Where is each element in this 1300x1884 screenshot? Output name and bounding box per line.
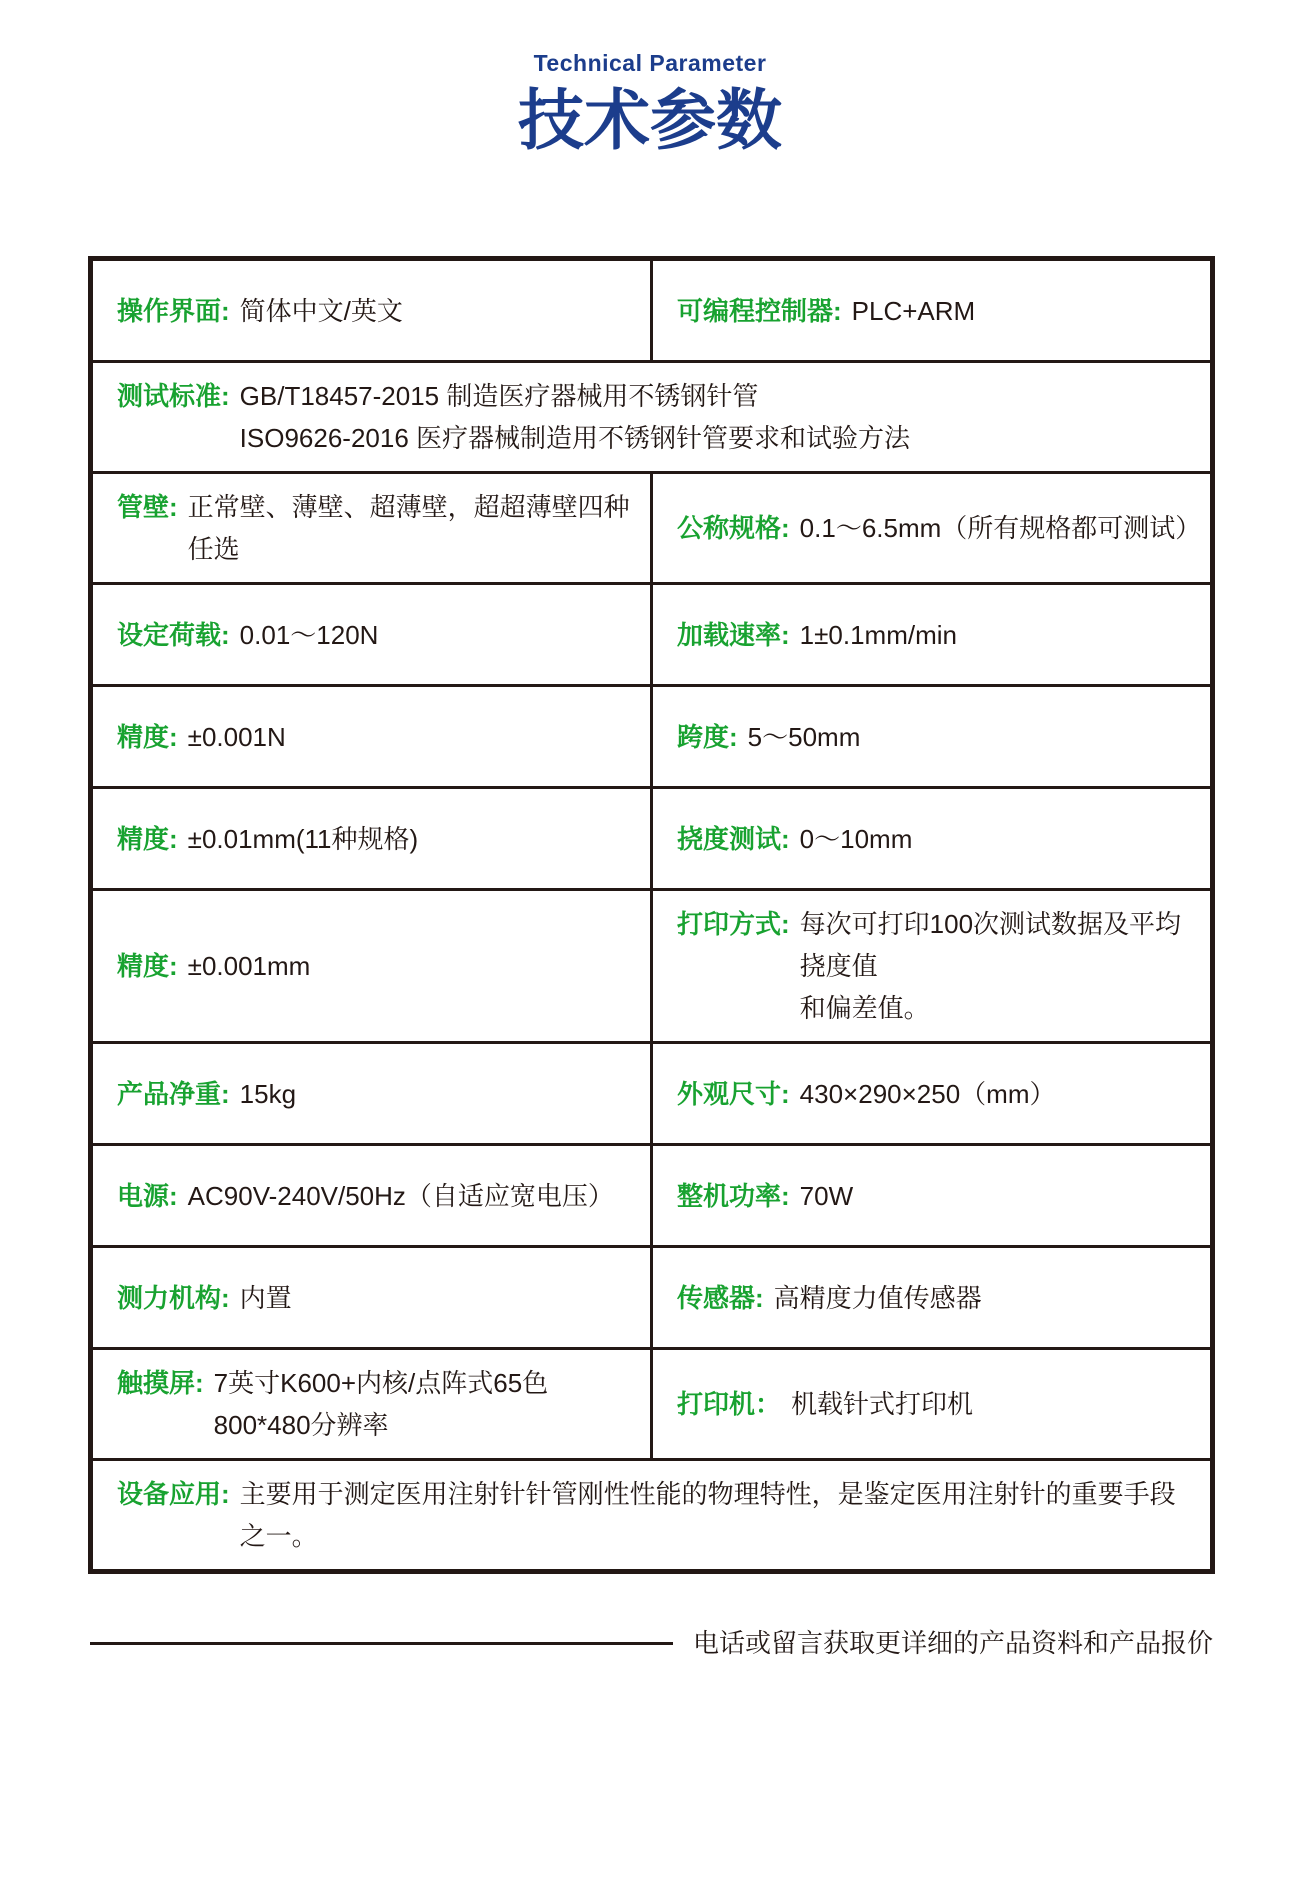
spec-label: 测试标准: [117, 381, 230, 411]
spec-cell [93, 474, 653, 582]
table-row [93, 474, 1210, 585]
table-row [93, 1461, 1210, 1569]
spec-value [240, 375, 910, 459]
page-footer [90, 1626, 1300, 1660]
spec-value-line: 70W [799, 1180, 854, 1211]
table-row [93, 1350, 1210, 1461]
spec-cell [93, 261, 653, 360]
spec-value [240, 614, 379, 656]
spec-label: 精度: [117, 823, 178, 854]
table-row [93, 585, 1210, 687]
spec-value [799, 507, 1202, 549]
spec-value-line: 每次可打印100次测试数据及平均挠度值 [799, 909, 1182, 981]
spec-value [188, 1175, 614, 1217]
spec-cell [93, 1248, 653, 1347]
spec-value [791, 1383, 973, 1425]
table-row [93, 891, 1210, 1044]
spec-label: 打印方式: [677, 909, 790, 939]
spec-value-line: ±0.001N [187, 721, 286, 752]
spec-value-line: 和偏差值。 [799, 993, 930, 1023]
spec-value [852, 290, 976, 332]
spec-label: 加载速率: [677, 619, 790, 650]
spec-value [800, 614, 957, 656]
spec-cell [93, 891, 653, 1041]
spec-cell [93, 687, 653, 786]
spec-cell [93, 1044, 653, 1143]
spec-cell [653, 789, 1210, 888]
spec-value-line: ISO9626-2016 医疗器械制造用不锈钢针管要求和试验方法 [239, 423, 911, 453]
spec-table [88, 256, 1215, 1574]
spec-label: 设备应用: [117, 1479, 230, 1509]
spec-cell [93, 789, 653, 888]
spec-cell [653, 474, 1210, 582]
spec-value [800, 1073, 1056, 1115]
spec-value-line: 0.01～120N [239, 619, 379, 650]
spec-value [240, 1073, 296, 1115]
spec-value-line: PLC+ARM [851, 295, 976, 326]
spec-cell [653, 1248, 1210, 1347]
spec-cell [653, 1146, 1210, 1245]
spec-label: 挠度测试: [677, 823, 790, 854]
spec-value [240, 1277, 292, 1319]
spec-value-line: ±0.001mm [187, 951, 311, 981]
spec-value-line: 主要用于测定医用注射针针管刚性性能的物理特性，是鉴定医用注射针的重要手段之一。 [239, 1479, 1176, 1551]
spec-label: 设定荷载: [117, 619, 230, 650]
table-row [93, 1248, 1210, 1350]
spec-value-line: AC90V-240V/50Hz（自适应宽电压） [187, 1180, 614, 1211]
spec-value-line: 15kg [239, 1078, 297, 1109]
footer-divider-line [90, 1642, 673, 1645]
spec-value-line: 机载针式打印机 [791, 1389, 974, 1419]
spec-value [188, 818, 419, 860]
page-subtitle: Technical Parameter [533, 50, 767, 76]
spec-value-line: 正常壁、薄壁、超薄壁，超超薄壁四种任选 [187, 492, 630, 564]
spec-cell [653, 687, 1210, 786]
spec-value-line: 高精度力值传感器 [773, 1282, 982, 1313]
spec-label: 精度: [117, 951, 178, 981]
spec-cell [653, 261, 1210, 360]
spec-value [800, 818, 913, 860]
spec-value-line: 0.1～6.5mm（所有规格都可测试） [799, 513, 1202, 543]
spec-value [240, 290, 403, 332]
spec-value-line: ±0.01mm(11种规格) [187, 823, 419, 854]
spec-cell [93, 1350, 653, 1458]
page-title: 技术参数 [518, 83, 782, 157]
table-row [93, 261, 1210, 363]
table-row [93, 687, 1210, 789]
spec-label: 可编程控制器: [677, 295, 842, 326]
spec-label: 公称规格: [677, 513, 790, 543]
spec-label: 跨度: [677, 721, 738, 752]
spec-cell [93, 1146, 653, 1245]
spec-value [188, 486, 634, 570]
spec-label: 操作界面: [117, 295, 230, 326]
table-row [93, 363, 1210, 474]
spec-cell [93, 585, 653, 684]
spec-label: 测力机构: [117, 1282, 230, 1313]
footer-note: 电话或留言获取更详细的产品资料和产品报价 [693, 1628, 1214, 1658]
spec-value [800, 903, 1194, 1029]
spec-value-line: 简体中文/英文 [239, 295, 403, 326]
spec-value [800, 1175, 853, 1217]
spec-value [214, 1362, 634, 1446]
spec-cell [653, 891, 1210, 1041]
spec-label: 打印机： [677, 1389, 782, 1419]
spec-value [774, 1277, 982, 1319]
spec-value-line: 430×290×250（mm） [799, 1078, 1056, 1109]
spec-value [240, 1473, 1194, 1557]
spec-label: 管壁: [117, 492, 178, 522]
spec-label: 整机功率: [677, 1180, 790, 1211]
spec-label: 电源: [117, 1180, 178, 1211]
spec-cell [653, 1044, 1210, 1143]
table-row [93, 1146, 1210, 1248]
spec-value [188, 716, 286, 758]
spec-label: 传感器: [677, 1282, 764, 1313]
spec-cell [653, 585, 1210, 684]
spec-value-line: GB/T18457-2015 制造医疗器械用不锈钢针管 [239, 381, 759, 411]
spec-value-line: 0～10mm [799, 823, 913, 854]
spec-value-line: 内置 [239, 1282, 292, 1313]
table-row [93, 789, 1210, 891]
table-row [93, 1044, 1210, 1146]
spec-label: 精度: [117, 721, 178, 752]
spec-value-line: 1±0.1mm/min [799, 619, 957, 650]
page-header [0, 0, 1300, 156]
spec-value-line: 7英寸K600+内核/点阵式65色800*480分辨率 [213, 1368, 549, 1440]
spec-label: 触摸屏: [117, 1368, 204, 1398]
spec-label: 外观尺寸: [677, 1078, 790, 1109]
spec-value-line: 5～50mm [747, 721, 861, 752]
spec-value [188, 945, 311, 987]
spec-cell [93, 363, 1210, 471]
spec-value [748, 716, 861, 758]
spec-label: 产品净重: [117, 1078, 230, 1109]
spec-cell [653, 1350, 1210, 1458]
spec-cell [93, 1461, 1210, 1569]
